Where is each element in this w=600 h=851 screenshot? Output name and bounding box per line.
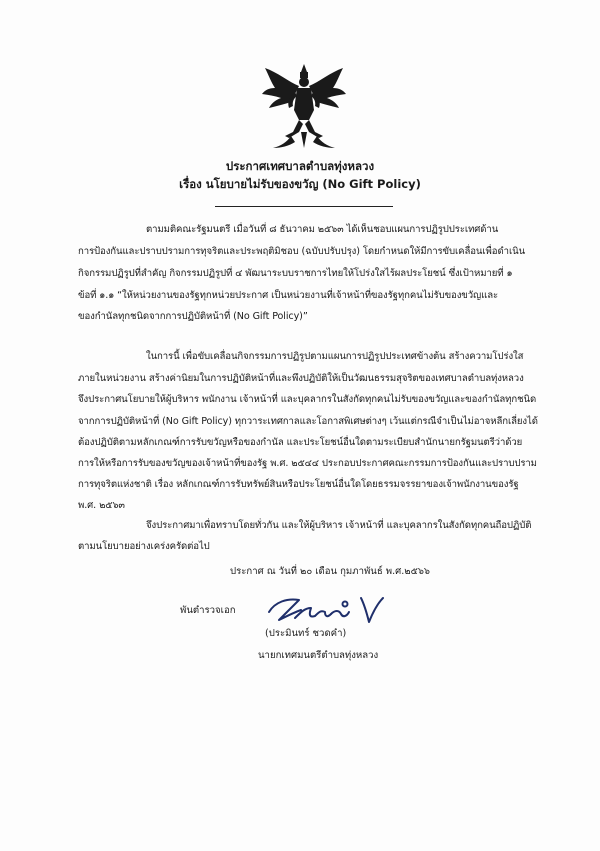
body-line: จึงประกาศมาเพื่อทราบโดยทั่วกัน และให้ผู้บริหาร เจ้าหน้าที่ และบุคลากรในสังกัดทุกคนถือปฏิบัติ [146, 520, 532, 531]
body-line: ตามมติคณะรัฐมนตรี เมื่อวันที่ ๘ ธันวาคม ๒๕๖๓ ได้เห็นชอบแผนการปฏิรูปประเทศด้าน [146, 224, 499, 235]
signer-rank: พันตำรวจเอก [180, 605, 236, 616]
body-line: ต้องปฏิบัติตามหลักเกณฑ์การรับขวัญหรือของกำนัล และประโยชน์อื่นใดตามระเบียบสำนักนายกรัฐมนตรีว่าด้วย [78, 437, 523, 448]
body-line: ภายในหน่วยงาน สร้างค่านิยมในการปฏิบัติหน้าที่และพึงปฏิบัติให้เป็นวัฒนธรรมสุจริตของเทศบาลตำบลทุ่งหลวง [78, 373, 524, 384]
body-line: ในการนี้ เพื่อขับเคลื่อนกิจกรรมการปฏิรูปตามแผนการปฏิรูปประเทศข้างต้น สร้างความโปร่งใส [146, 351, 524, 362]
announcement-date: ประกาศ ณ วันที่ ๒๐ เดือน กุมภาพันธ์ พ.ศ.๒๕๖๖ [230, 566, 431, 577]
body-line: การป้องกันและปราบปรามการทุจริตและประพฤติมิชอบ (ฉบับปรับปรุง) โดยกำหนดให้มีการขับเคลื่อนเพื่อดำเนิน [78, 246, 526, 257]
title-divider [215, 206, 393, 207]
garuda-emblem-icon [259, 62, 349, 150]
handwritten-signature [265, 592, 395, 626]
body-line: ข้อที่ ๑.๑ “ให้หน่วยงานของรัฐทุกหน่วยประกาศ เป็นหน่วยงานที่เจ้าหน้าที่ของรัฐทุกคนไม่รับของขวัญและ [78, 290, 499, 301]
body-line: กิจกรรมปฏิรูปที่สำคัญ กิจกรรมปฏิรูปที่ ๔ พัฒนาระบบราชการไทยให้โปร่งใสไร้ผลประโยชน์ ซึ่งเป้าหมายที่ ๑ [78, 268, 513, 279]
body-line: การทุจริตแห่งชาติ เรื่อง หลักเกณฑ์การรับทรัพย์สินหรือประโยชน์อื่นใดโดยธรรมจรรยาของเจ้าพนักงานของรัฐ [78, 479, 519, 490]
signer-title: นายกเทศมนตรีตำบลทุ่งหลวง [258, 650, 379, 661]
announcement-subject: เรื่อง นโยบายไม่รับของขวัญ (No Gift Policy) [179, 177, 421, 191]
body-line: พ.ศ. ๒๕๖๓ [78, 500, 125, 511]
body-line: จึงประกาศนโยบายให้ผู้บริหาร พนักงาน เจ้าหน้าที่ และบุคลากรในสังกัดทุกคนไม่รับของขวัญและของกำนัลทุกชนิด [78, 394, 537, 405]
body-line: การให้หรือการรับของขวัญของเจ้าหน้าที่ของรัฐ พ.ศ. ๒๕๔๔ ประกอบประกาศคณะกรรมการป้องกันและปราบปราม [78, 458, 537, 469]
signer-name: (ประมินทร์ ชวดคำ) [265, 628, 347, 639]
announcement-title: ประกาศเทศบาลตำบลทุ่งหลวง [225, 159, 375, 173]
body-line: จากการปฏิบัติหน้าที่ (No Gift Policy) ทุกวาระเทศกาลและโอกาสพิเศษต่างๆ เว้นแต่กรณีจำเป็นไม่อาจหลีกเลี่ยงได้ [78, 416, 538, 427]
body-line: ของกำนัลทุกชนิดจากการปฏิบัติหน้าที่ (No Gift Policy)” [78, 311, 308, 322]
body-line: ตามนโยบายอย่างเคร่งครัดต่อไป [78, 541, 210, 552]
